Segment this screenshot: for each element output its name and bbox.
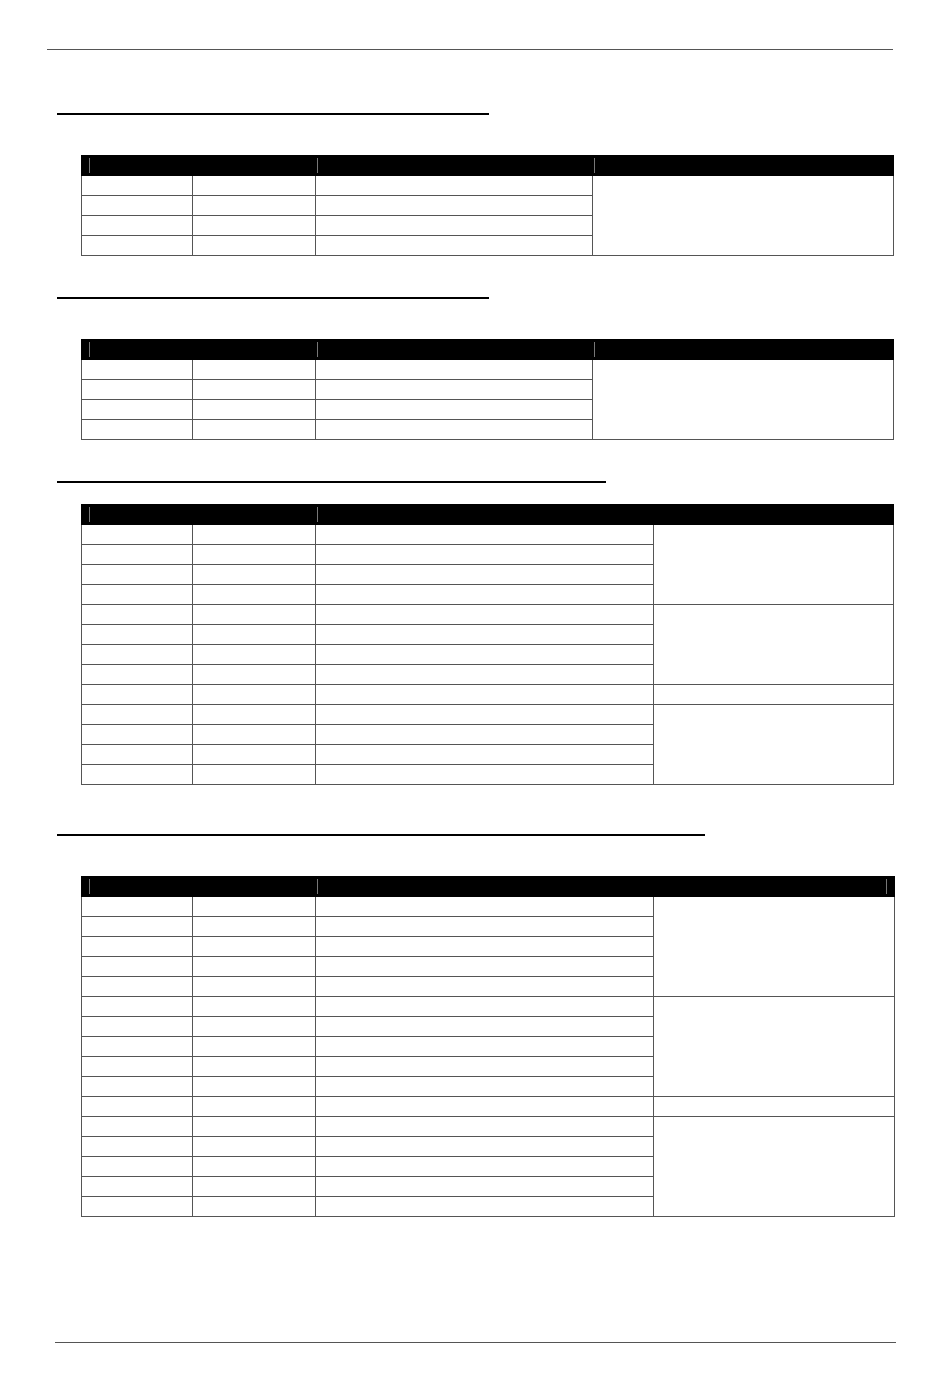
table-cell — [316, 236, 593, 256]
table-cell — [82, 1157, 193, 1177]
table-header-cell — [316, 156, 593, 176]
table-row — [82, 685, 894, 705]
table-header-row — [82, 340, 894, 360]
section-2-heading — [57, 281, 489, 299]
table-cell — [316, 685, 654, 705]
table-header-cell — [593, 340, 894, 360]
table-cell — [316, 1077, 654, 1097]
table-cell — [316, 525, 654, 545]
table-cell — [82, 1017, 193, 1037]
table-cell — [316, 645, 654, 665]
table-cell — [82, 917, 193, 937]
page-header-rule — [47, 49, 893, 50]
table-row — [82, 705, 894, 725]
table-cell — [316, 625, 654, 645]
table-cell — [82, 420, 193, 440]
page-footer-rule — [55, 1342, 896, 1343]
table-cell — [82, 765, 193, 785]
table-cell — [316, 977, 654, 997]
table-row — [82, 605, 894, 625]
table-merged-cell — [593, 176, 894, 256]
table-cell — [82, 525, 193, 545]
table-merged-cell — [654, 605, 894, 685]
table-cell — [82, 665, 193, 685]
table-row — [82, 897, 895, 917]
table-cell — [316, 380, 593, 400]
table-cell — [316, 400, 593, 420]
table-merged-cell — [593, 360, 894, 440]
table-cell — [82, 957, 193, 977]
table-cell — [193, 420, 316, 440]
table-cell — [82, 1137, 193, 1157]
table-cell — [316, 196, 593, 216]
table-cell — [193, 196, 316, 216]
table-merged-cell — [654, 1117, 895, 1217]
table-cell — [193, 176, 316, 196]
table-cell — [316, 565, 654, 585]
table-cell — [316, 725, 654, 745]
table-row — [82, 997, 895, 1017]
table-cell — [193, 1197, 316, 1217]
table-header-cell — [82, 340, 193, 360]
table-merged-cell — [654, 997, 895, 1097]
table-cell — [82, 745, 193, 765]
table-header-row — [82, 156, 894, 176]
section-4-heading — [57, 818, 705, 836]
table-cell — [316, 1197, 654, 1217]
table-cell — [193, 705, 316, 725]
table-cell — [82, 645, 193, 665]
table-header-cell — [654, 877, 895, 897]
table-cell — [82, 176, 193, 196]
table-cell — [316, 1117, 654, 1137]
table-cell — [82, 236, 193, 256]
table-row — [82, 525, 894, 545]
table-cell — [193, 625, 316, 645]
table-header-cell — [82, 156, 193, 176]
table-cell — [82, 977, 193, 997]
table-row — [82, 360, 894, 380]
table-cell — [316, 957, 654, 977]
table-cell — [316, 360, 593, 380]
table-cell — [316, 937, 654, 957]
table-merged-cell — [654, 525, 894, 605]
table-header-cell — [316, 505, 654, 525]
table-cell — [193, 1017, 316, 1037]
table-cell — [82, 585, 193, 605]
table-cell — [193, 765, 316, 785]
table-cell — [316, 665, 654, 685]
table-cell — [316, 1137, 654, 1157]
table-cell — [193, 1177, 316, 1197]
section-4-table — [81, 876, 895, 1217]
table-cell — [82, 545, 193, 565]
table-cell — [654, 1097, 895, 1117]
section-2-table — [81, 339, 894, 440]
table-cell — [193, 525, 316, 545]
table-cell — [193, 380, 316, 400]
table-cell — [193, 745, 316, 765]
table-cell — [316, 745, 654, 765]
table-cell — [82, 196, 193, 216]
table-cell — [82, 1077, 193, 1097]
table-merged-cell — [654, 897, 895, 997]
table-cell — [82, 565, 193, 585]
table-cell — [193, 1157, 316, 1177]
table-cell — [193, 1077, 316, 1097]
table-cell — [316, 585, 654, 605]
table-cell — [654, 685, 894, 705]
table-cell — [82, 625, 193, 645]
table-cell — [82, 705, 193, 725]
table-merged-cell — [654, 705, 894, 785]
table-cell — [316, 605, 654, 625]
table-cell — [193, 665, 316, 685]
section-3-heading — [57, 465, 606, 483]
table-cell — [316, 897, 654, 917]
table-cell — [316, 420, 593, 440]
table-cell — [193, 545, 316, 565]
table-cell — [193, 1117, 316, 1137]
table-cell — [82, 1037, 193, 1057]
table-cell — [316, 1037, 654, 1057]
table-cell — [193, 917, 316, 937]
table-header-cell — [193, 877, 316, 897]
table-cell — [193, 977, 316, 997]
table-cell — [193, 585, 316, 605]
table-cell — [316, 1057, 654, 1077]
table-cell — [82, 997, 193, 1017]
section-1-table — [81, 155, 894, 256]
section-3-table — [81, 504, 894, 785]
table-cell — [82, 1177, 193, 1197]
table-header-row — [82, 505, 894, 525]
table-cell — [82, 380, 193, 400]
table-cell — [316, 1177, 654, 1197]
section-1-heading — [57, 97, 489, 115]
table-cell — [82, 1097, 193, 1117]
table-header-cell — [82, 505, 193, 525]
table-cell — [316, 1017, 654, 1037]
table-cell — [82, 897, 193, 917]
table-cell — [82, 1057, 193, 1077]
table-cell — [82, 685, 193, 705]
table-header-cell — [193, 505, 316, 525]
table-cell — [193, 236, 316, 256]
table-row — [82, 1097, 895, 1117]
table-cell — [316, 1097, 654, 1117]
table-cell — [316, 1157, 654, 1177]
table-cell — [82, 400, 193, 420]
table-cell — [82, 360, 193, 380]
table-header-cell — [193, 340, 316, 360]
table-cell — [316, 997, 654, 1017]
table-row — [82, 176, 894, 196]
table-header-cell — [593, 156, 894, 176]
table-cell — [316, 705, 654, 725]
table-cell — [193, 645, 316, 665]
table-cell — [193, 685, 316, 705]
table-cell — [193, 937, 316, 957]
table-cell — [193, 725, 316, 745]
table-cell — [193, 216, 316, 236]
table-cell — [82, 605, 193, 625]
table-cell — [193, 1037, 316, 1057]
table-cell — [316, 545, 654, 565]
table-cell — [316, 176, 593, 196]
table-cell — [193, 400, 316, 420]
table-cell — [193, 957, 316, 977]
table-cell — [82, 216, 193, 236]
table-cell — [82, 725, 193, 745]
table-row — [82, 1117, 895, 1137]
table-cell — [82, 1197, 193, 1217]
table-header-cell — [316, 340, 593, 360]
table-cell — [193, 1097, 316, 1117]
table-cell — [82, 1117, 193, 1137]
table-header-cell — [654, 505, 894, 525]
table-header-row — [82, 877, 895, 897]
table-cell — [316, 765, 654, 785]
table-cell — [193, 605, 316, 625]
table-cell — [193, 997, 316, 1017]
table-cell — [193, 565, 316, 585]
table-cell — [316, 216, 593, 236]
table-header-cell — [316, 877, 654, 897]
table-cell — [193, 360, 316, 380]
table-header-cell — [82, 877, 193, 897]
table-cell — [193, 1057, 316, 1077]
table-cell — [193, 897, 316, 917]
table-header-cell — [193, 156, 316, 176]
table-cell — [316, 917, 654, 937]
table-cell — [82, 937, 193, 957]
table-cell — [193, 1137, 316, 1157]
